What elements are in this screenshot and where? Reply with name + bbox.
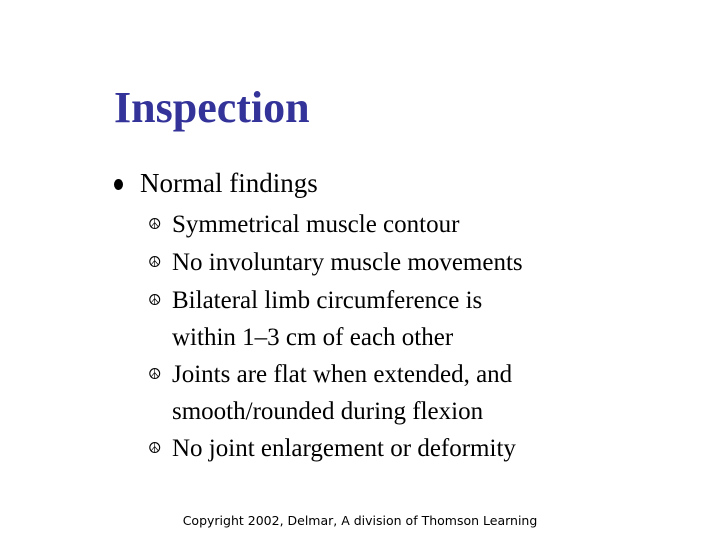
slide-title: Inspection — [114, 83, 310, 132]
list-item-text: No involuntary muscle movements — [172, 249, 523, 276]
copyright-footer: Copyright 2002, Delmar, A division of Thomson Learning — [182, 513, 538, 528]
list-item-text: Bilateral limb circumference is within 1–3 cm of each other — [172, 287, 483, 351]
list-item-text: Symmetrical muscle contour — [172, 211, 460, 238]
round-bullet-icon — [114, 179, 123, 190]
list-item — [148, 244, 598, 282]
sub-bullet-list — [148, 206, 598, 468]
peace-sign-icon: ☮ — [148, 441, 162, 457]
list-item-text: No joint enlargement or deformity — [172, 435, 516, 462]
list-item — [148, 356, 598, 430]
list-item — [148, 282, 598, 356]
main-bullet — [114, 164, 674, 202]
main-bullet-text: Normal findings — [140, 168, 318, 198]
list-item-text: Joints are flat when extended, and smooth/rounded during flexion — [172, 361, 513, 425]
main-bullet-row — [114, 164, 674, 202]
list-item — [148, 430, 598, 468]
list-item — [148, 206, 598, 244]
peace-sign-icon: ☮ — [148, 255, 162, 271]
peace-sign-icon: ☮ — [148, 293, 162, 309]
peace-sign-icon: ☮ — [148, 217, 162, 233]
peace-sign-icon: ☮ — [148, 367, 162, 383]
